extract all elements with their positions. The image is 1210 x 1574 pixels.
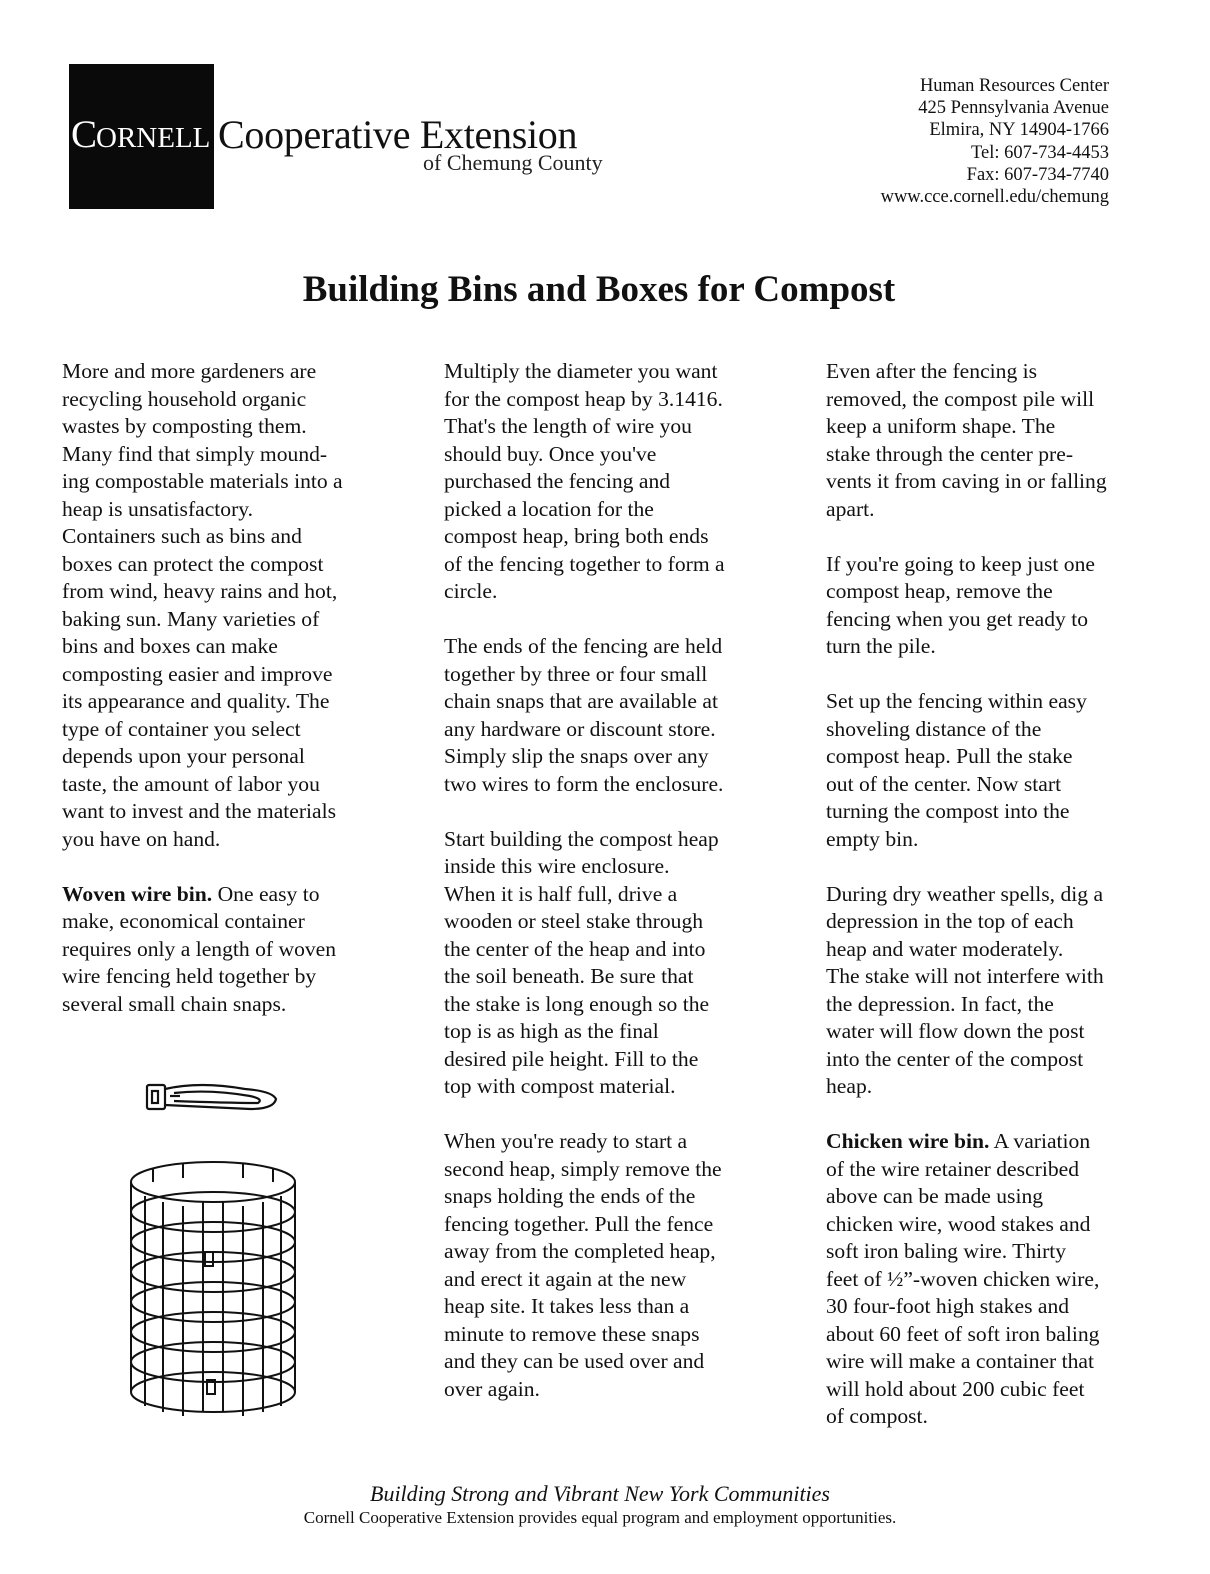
paragraph <box>826 1128 1166 1431</box>
logo-cornell-text <box>71 112 210 157</box>
website-link[interactable]: www.cce.cornell.edu/chemung <box>880 187 1109 208</box>
address-line: Human Resources Center <box>919 76 1109 96</box>
address-block <box>881 75 1109 208</box>
paragraph <box>62 881 392 1019</box>
address-line: Tel: 607-734-4453 <box>971 142 1109 163</box>
column-3 <box>826 358 1166 1458</box>
chain-snap-icon <box>140 1075 285 1120</box>
footer-tagline: Building Strong and Vibrant New York Communities <box>370 1481 830 1506</box>
footer-notice: Cornell Cooperative Extension provides equal program and employment opportunities. <box>303 1508 897 1527</box>
logo-org-name: Cooperative Extension <box>218 112 578 157</box>
paragraph: Start building the compost heap inside this wire enclosure. When it is half full, drive a wooden or steel stake through the center of the heap and into the soil beneath. Be sure that the stake is long enough so the top is as high as the final desired pile height. Fill to the top with compost material. <box>444 826 719 1098</box>
paragraph: The ends of the fencing are held together by three or four small chain snaps that are available at any hardware or discount store. Simply slip the snaps over any two wires to form the enclosure. <box>444 634 724 796</box>
paragraph: When you're ready to start a second heap, simply remove the snaps holding the ends of the fencing together. Pull the fence away from the completed heap, and erect it again at the new heap site. It takes less than a minute to remove these snaps and they can be used over and over again. <box>444 1129 722 1401</box>
logo-cornell-rest: ORNELL <box>96 122 211 154</box>
section-heading: Chicken wire bin. <box>826 1129 990 1153</box>
logo-county: of Chemung County <box>423 150 603 175</box>
paragraph: Multiply the diameter you want for the compost heap by 3.1416. That's the length of wire you should buy. Once you've purchased the fencing and picked a location for the compost heap, bring both ends of the fencing together to form a circle. <box>444 359 725 603</box>
address-line: 425 Pennsylvania Avenue <box>918 98 1109 119</box>
paragraph: More and more gardeners are recycling household organic wastes by composting them. Many find that simply mound- ing compostable materials into a heap is unsatisfactory. Containers such as bins and boxes can protect the compost from wind, heavy rains and hot, baking sun. Many varieties of bins and boxes can make composting easier and improve its appearance and quality. The type of container you select depends upon your personal taste, the amount of labor you want to invest and the materials you have on hand. <box>62 359 343 851</box>
page-title: Building Bins and Boxes for Compost <box>302 269 896 310</box>
column-2 <box>444 358 774 1431</box>
paragraph: During dry weather spells, dig a depression in the top of each heap and water moderately. The stake will not interfere with the depression. In fact, the water will flow down the post into the center of the compost heap. <box>826 881 1104 1098</box>
paragraph: If you're going to keep just one compost heap, remove the fencing when you get ready to turn the pile. <box>826 551 1095 658</box>
paragraph-body: One easy to make, economical container requires only a length of woven wire fencing held together by several small chain snaps. <box>62 881 337 1016</box>
paragraph: Set up the fencing within easy shoveling distance of the compost heap. Pull the stake out of the center. Now start turning the compost into the empty bin. <box>826 689 1087 851</box>
logo-cornell-initial: C <box>71 113 97 156</box>
address-line: Elmira, NY 14904-1766 <box>929 120 1109 141</box>
section-heading: Woven wire bin. <box>62 881 213 906</box>
wire-bin-icon <box>123 1160 303 1430</box>
column-1 <box>62 358 392 1046</box>
paragraph-body: A variation of the wire retainer described above can be made using chicken wire, wood stakes and soft iron baling wire. Thirty feet of ½”-woven chicken wire, 30 four-foot high stakes and about 60 feet of soft iron baling wire will make a container that will hold about 200 cubic feet of compost. <box>826 1129 1100 1428</box>
address-line: Fax: 607-734-7740 <box>966 164 1109 185</box>
paragraph: Even after the fencing is removed, the compost pile will keep a uniform shape. The stake through the center pre- vents it from caving in or falling apart. <box>826 359 1107 521</box>
